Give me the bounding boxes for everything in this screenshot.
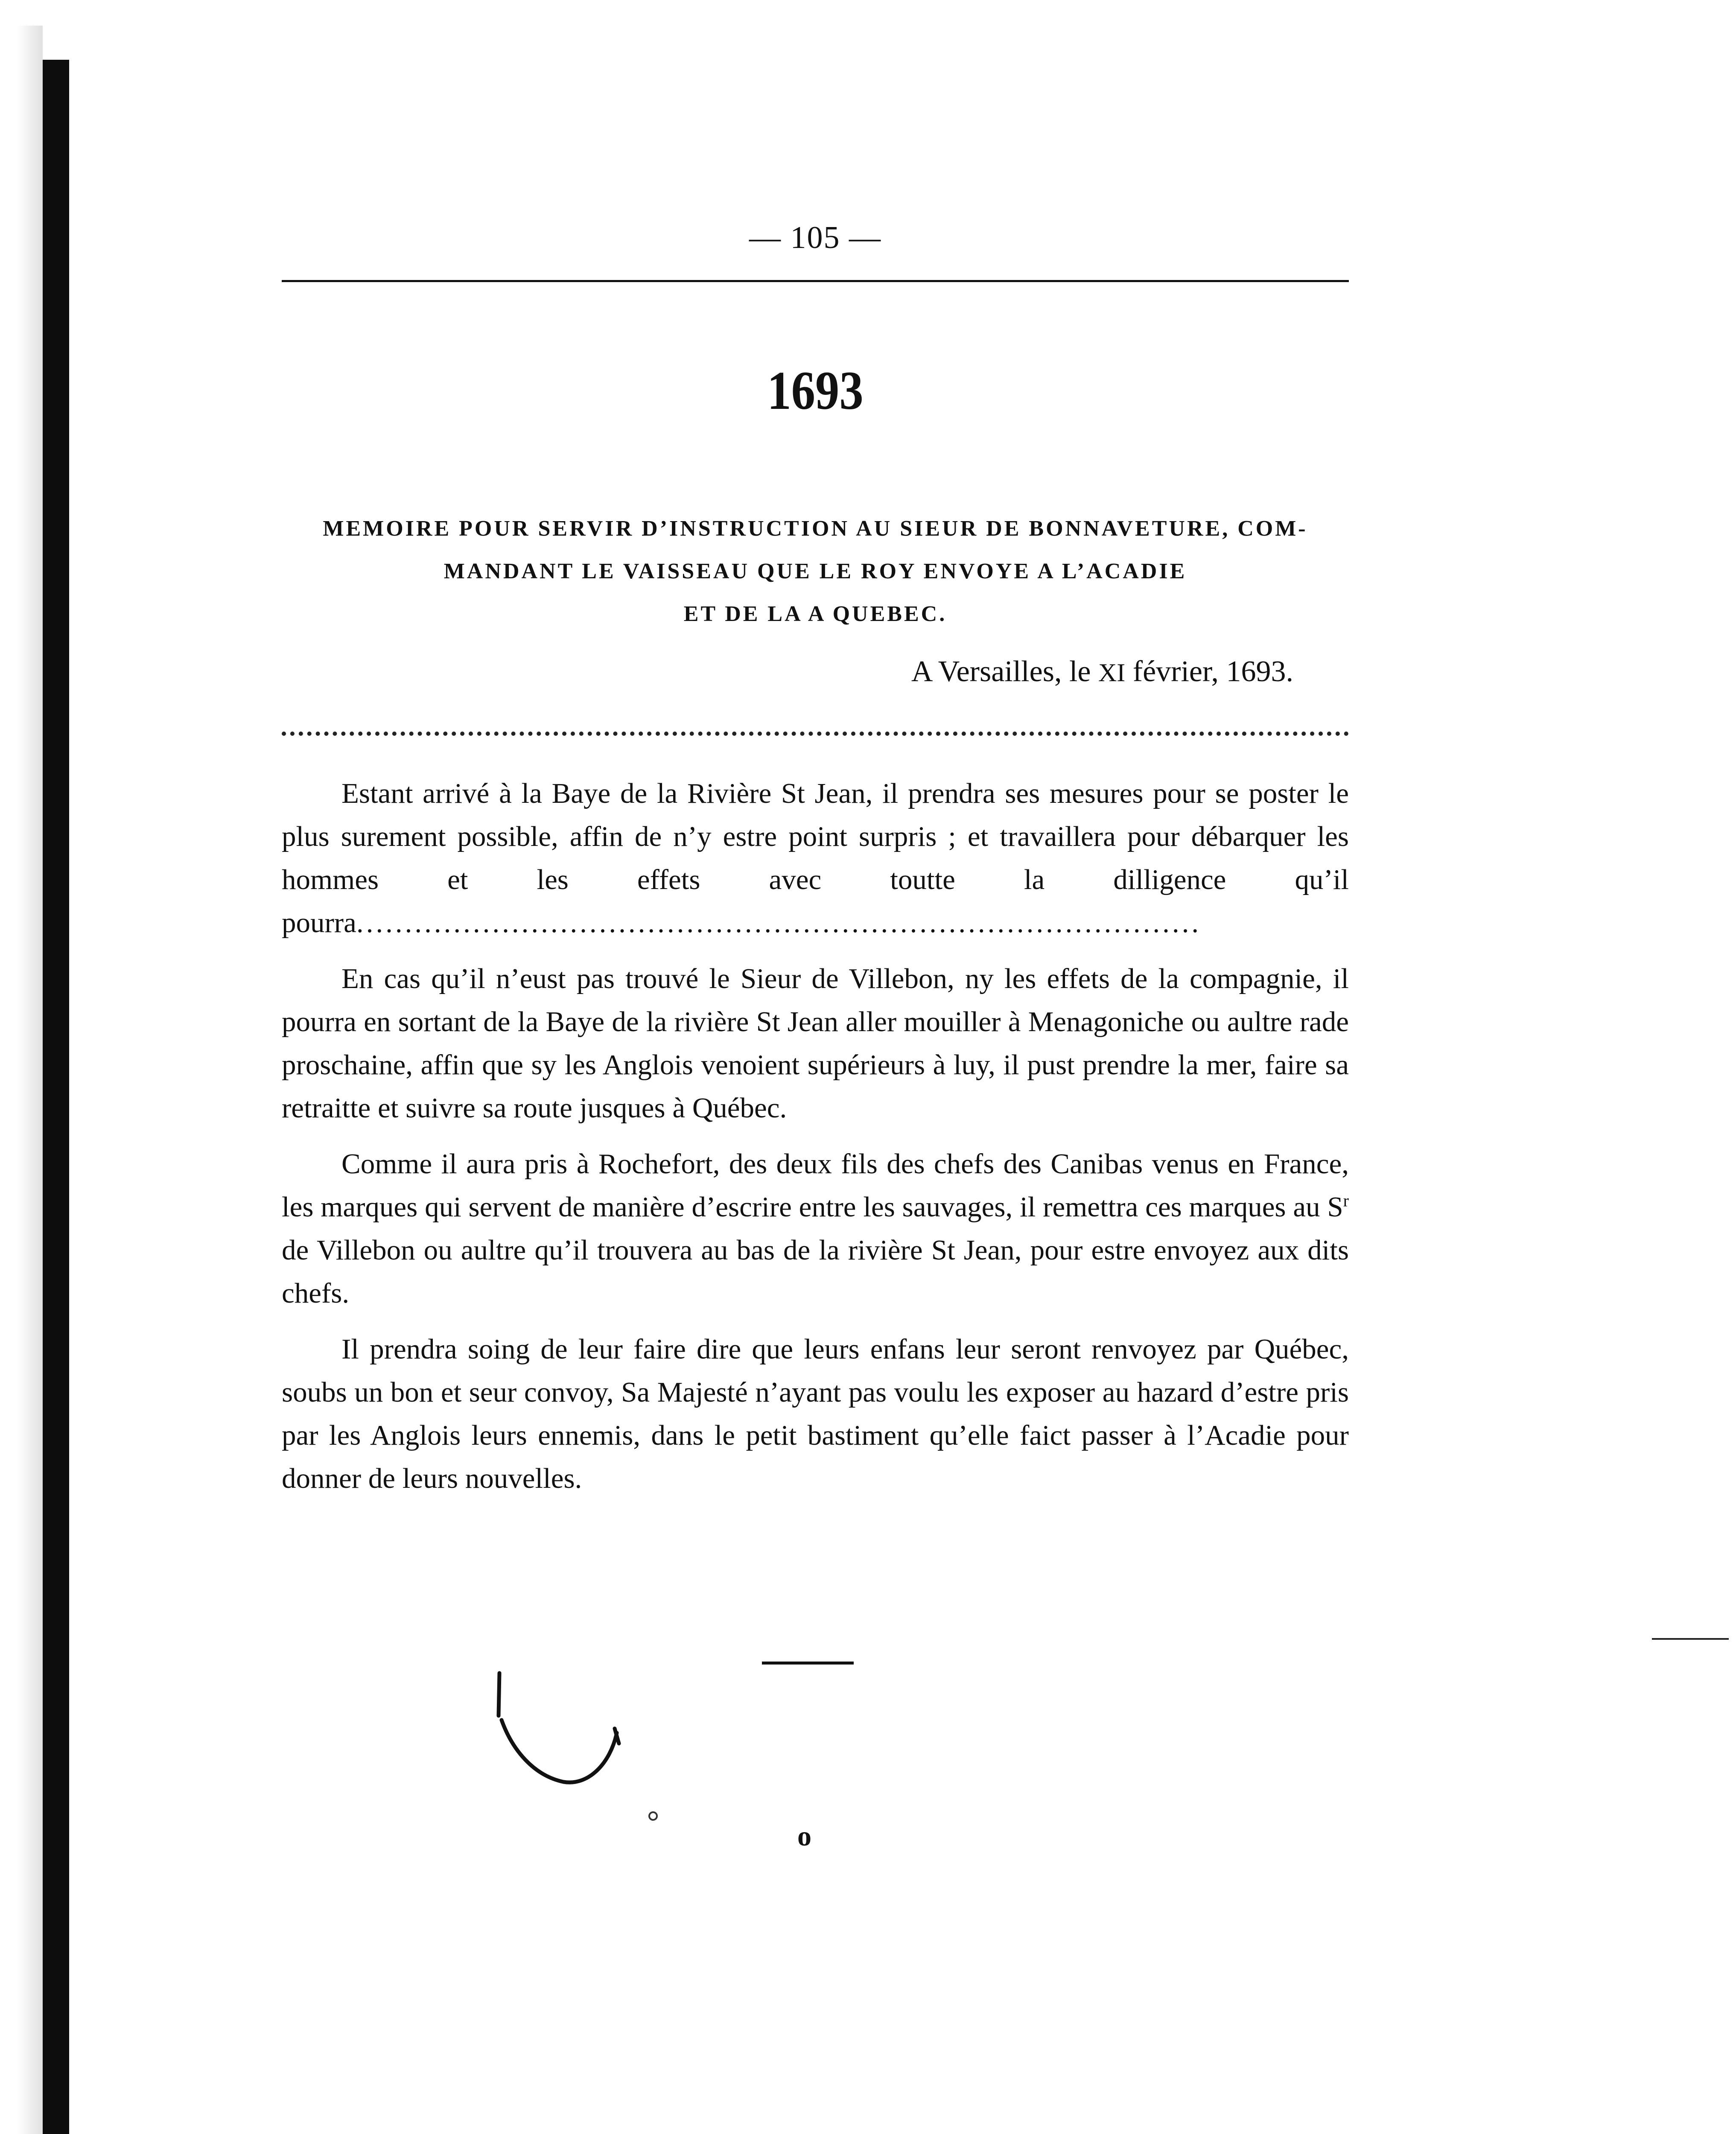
document-title bbox=[282, 507, 1349, 636]
binding-shadow bbox=[17, 26, 43, 2134]
page-content bbox=[282, 222, 1349, 1513]
page-number: — 105 — bbox=[749, 220, 881, 255]
dateline-day: XI bbox=[1098, 659, 1126, 687]
header-rule bbox=[282, 280, 1349, 282]
paragraph-3-text-b: de Villebon ou aultre qu’il trouvera au bas de la rivière St Jean, pour estre envoyez aux dits chefs. bbox=[282, 1234, 1349, 1309]
handwritten-mark bbox=[487, 1665, 666, 1827]
end-rule bbox=[762, 1662, 854, 1665]
title-line-1: MEMOIRE POUR SERVIR D’INSTRUCTION AU SIEUR DE BONNAVETURE, COM- bbox=[323, 516, 1308, 541]
memoir-body bbox=[282, 772, 1349, 1500]
bottom-mark: o bbox=[797, 1821, 811, 1852]
paragraph-3 bbox=[282, 1143, 1349, 1315]
dotted-separator bbox=[282, 732, 1349, 736]
paragraph-1-text: Estant arrivé à la Baye de la Rivière St Jean, il prendra ses mesures pour se poster le plus surement possible, affin de n’y estre point surpris ; et travaillera pour débarquer les hommes et les effets avec toutte la dilligence qu’il pourra bbox=[282, 778, 1349, 939]
document-year: 1693 bbox=[767, 360, 864, 421]
dateline-month-year: février, 1693. bbox=[1132, 655, 1293, 688]
title-line-3: ET DE LA A QUEBEC. bbox=[683, 602, 947, 626]
paragraph-3-text-a: Comme il aura pris à Rochefort, des deux fils des chefs des Canibas venus en France, les marques qui servent de manière d’escrire entre les sauvages, il remettra ces marques au S bbox=[282, 1148, 1349, 1223]
paragraph-2: En cas qu’il n’eust pas trouvé le Sieur de Villebon, ny les effets de la compagnie, il pourra en sortant de la Baye de la rivière St Jean aller mouiller à Menagoniche ou aultre rade proschaine, affin que sy les Anglois venoient supérieurs à luy, il pust prendre la mer, faire sa retraitte et suivre sa route jusques à Québec. bbox=[282, 963, 1349, 1124]
binding-edge bbox=[43, 60, 69, 2134]
paragraph-4: Il prendra soing de leur faire dire que leurs enfans leur seront renvoyez par Québec, soubs un bon et seur convoy, Sa Majesté n’ayant pas voulu les exposer au hazard d’estre pris par les Anglois leurs ennemis, dans le petit bastiment qu’elle faict passer à l’Acadie pour donner de leurs nouvelles. bbox=[282, 1333, 1349, 1494]
paragraph-1-dots: ....................................................................................... bbox=[356, 907, 1202, 939]
margin-rule bbox=[1652, 1638, 1729, 1640]
dateline-place: A Versailles, le bbox=[911, 655, 1091, 688]
dateline bbox=[282, 657, 1349, 687]
superscript-r: r bbox=[1343, 1191, 1349, 1210]
title-line-2: MANDANT LE VAISSEAU QUE LE ROY ENVOYE A L’ACADIE bbox=[443, 559, 1187, 583]
paragraph-1 bbox=[282, 772, 1349, 945]
